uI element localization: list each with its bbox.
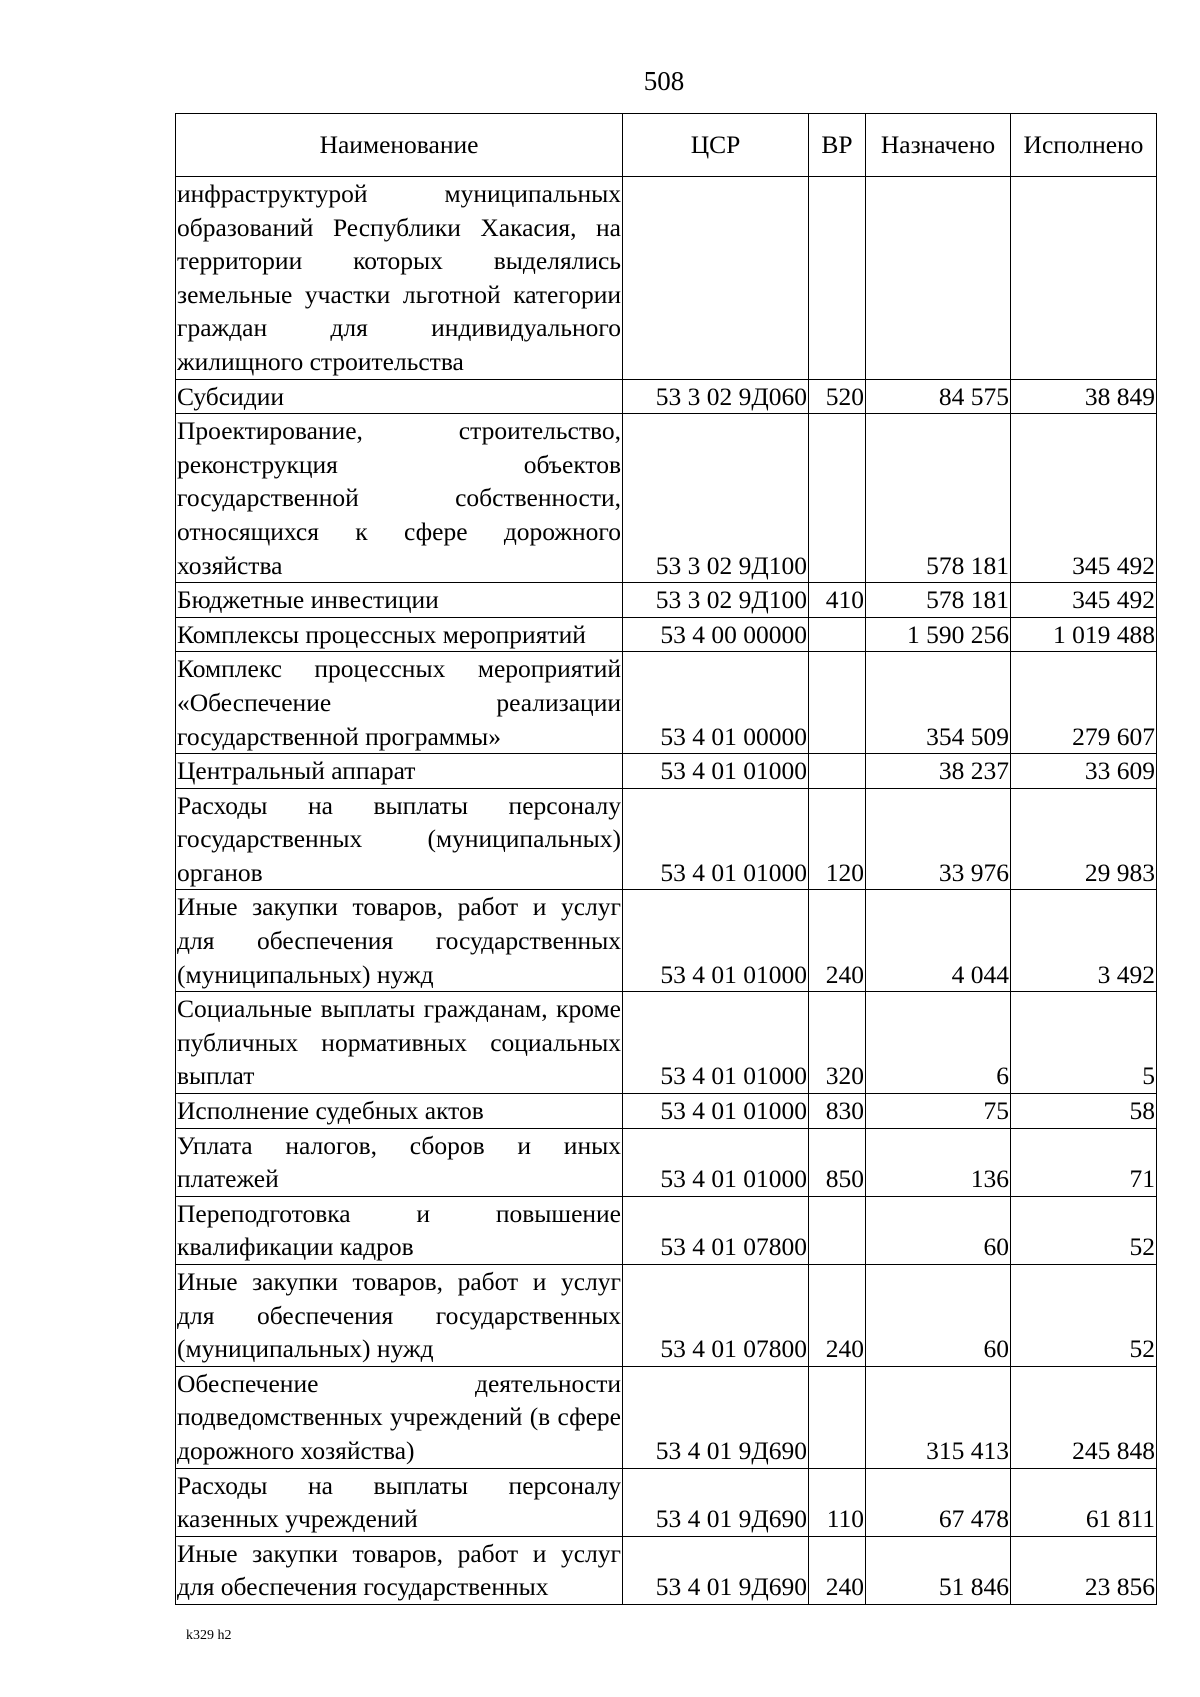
cell-csr	[623, 177, 809, 380]
cell-executed: 345 492	[1011, 583, 1157, 618]
table-row	[176, 1128, 1157, 1196]
table-row	[176, 890, 1157, 992]
cell-executed: 3 492	[1011, 890, 1157, 992]
header-planned: Назначено	[866, 114, 1011, 177]
cell-planned: 75	[866, 1094, 1011, 1129]
cell-executed: 279 607	[1011, 652, 1157, 754]
cell-vr	[809, 177, 866, 380]
cell-name: Комплексы процессных мероприятий	[176, 617, 623, 652]
header-csr: ЦСР	[623, 114, 809, 177]
cell-planned: 578 181	[866, 583, 1011, 618]
cell-name: Бюджетные инвестиции	[176, 583, 623, 618]
cell-name: Иные закупки товаров, работ и услуг для обеспечения государственных (муниципальных) нужд	[176, 890, 623, 992]
cell-planned: 578 181	[866, 414, 1011, 583]
cell-csr: 53 4 01 01000	[623, 1094, 809, 1129]
cell-planned: 60	[866, 1196, 1011, 1264]
cell-name: Центральный аппарат	[176, 754, 623, 789]
cell-csr: 53 4 01 9Д690	[623, 1536, 809, 1604]
cell-csr: 53 4 01 01000	[623, 1128, 809, 1196]
table-row	[176, 1468, 1157, 1536]
cell-vr	[809, 414, 866, 583]
cell-name: Расходы на выплаты персоналу казенных учреждений	[176, 1468, 623, 1536]
cell-executed: 1 019 488	[1011, 617, 1157, 652]
cell-planned: 354 509	[866, 652, 1011, 754]
cell-name: Иные закупки товаров, работ и услуг для обеспечения государственных	[176, 1536, 623, 1604]
cell-vr: 850	[809, 1128, 866, 1196]
cell-planned: 6	[866, 992, 1011, 1094]
cell-csr: 53 4 01 9Д690	[623, 1366, 809, 1468]
table-row	[176, 617, 1157, 652]
table-row	[176, 583, 1157, 618]
cell-executed: 245 848	[1011, 1366, 1157, 1468]
cell-vr: 520	[809, 379, 866, 414]
cell-executed: 71	[1011, 1128, 1157, 1196]
header-vr: ВР	[809, 114, 866, 177]
table-row	[176, 177, 1157, 380]
cell-csr: 53 4 01 00000	[623, 652, 809, 754]
cell-csr: 53 4 01 01000	[623, 788, 809, 890]
cell-vr	[809, 617, 866, 652]
cell-name: Расходы на выплаты персоналу государственных (муниципальных) органов	[176, 788, 623, 890]
cell-name: Субсидии	[176, 379, 623, 414]
cell-csr: 53 4 01 01000	[623, 754, 809, 789]
cell-csr: 53 4 01 07800	[623, 1196, 809, 1264]
cell-vr	[809, 1196, 866, 1264]
cell-vr: 240	[809, 890, 866, 992]
cell-planned: 60	[866, 1265, 1011, 1367]
cell-csr: 53 3 02 9Д100	[623, 583, 809, 618]
cell-vr: 240	[809, 1265, 866, 1367]
cell-planned: 51 846	[866, 1536, 1011, 1604]
cell-csr: 53 4 01 01000	[623, 992, 809, 1094]
cell-name: инфраструктурой муниципальных образований Республики Хакасия, на территории которых выделялись земельные участки льготной категории граждан для индивидуального жилищного строительства	[176, 177, 623, 380]
cell-csr: 53 4 01 07800	[623, 1265, 809, 1367]
cell-vr: 320	[809, 992, 866, 1094]
cell-executed	[1011, 177, 1157, 380]
cell-name: Обеспечение деятельности подведомственных учреждений (в сфере дорожного хозяйства)	[176, 1366, 623, 1468]
table-row	[176, 754, 1157, 789]
cell-planned: 84 575	[866, 379, 1011, 414]
table-row	[176, 414, 1157, 583]
cell-executed: 52	[1011, 1196, 1157, 1264]
cell-executed: 58	[1011, 1094, 1157, 1129]
cell-name: Исполнение судебных актов	[176, 1094, 623, 1129]
table-header-row	[176, 114, 1157, 177]
cell-executed: 29 983	[1011, 788, 1157, 890]
cell-executed: 61 811	[1011, 1468, 1157, 1536]
cell-vr: 120	[809, 788, 866, 890]
cell-vr: 830	[809, 1094, 866, 1129]
cell-executed: 52	[1011, 1265, 1157, 1367]
cell-executed: 33 609	[1011, 754, 1157, 789]
cell-vr: 110	[809, 1468, 866, 1536]
cell-planned: 67 478	[866, 1468, 1011, 1536]
table-row	[176, 1265, 1157, 1367]
cell-csr: 53 3 02 9Д100	[623, 414, 809, 583]
cell-name: Иные закупки товаров, работ и услуг для обеспечения государственных (муниципальных) нужд	[176, 1265, 623, 1367]
table-row	[176, 1196, 1157, 1264]
cell-executed: 5	[1011, 992, 1157, 1094]
cell-vr: 240	[809, 1536, 866, 1604]
cell-vr	[809, 1366, 866, 1468]
cell-name: Социальные выплаты гражданам, кроме публичных нормативных социальных выплат	[176, 992, 623, 1094]
cell-executed: 38 849	[1011, 379, 1157, 414]
cell-planned: 315 413	[866, 1366, 1011, 1468]
cell-vr	[809, 652, 866, 754]
table-row	[176, 379, 1157, 414]
cell-executed: 23 856	[1011, 1536, 1157, 1604]
table-row	[176, 788, 1157, 890]
cell-planned: 4 044	[866, 890, 1011, 992]
cell-executed: 345 492	[1011, 414, 1157, 583]
header-name: Наименование	[176, 114, 623, 177]
cell-planned: 33 976	[866, 788, 1011, 890]
cell-name: Уплата налогов, сборов и иных платежей	[176, 1128, 623, 1196]
table-body	[176, 177, 1157, 1605]
cell-csr: 53 4 00 00000	[623, 617, 809, 652]
budget-execution-table	[175, 113, 1157, 1605]
table-row	[176, 1094, 1157, 1129]
cell-vr	[809, 754, 866, 789]
cell-name: Переподготовка и повышение квалификации кадров	[176, 1196, 623, 1264]
cell-name: Комплекс процессных мероприятий «Обеспечение реализации государственной программы»	[176, 652, 623, 754]
cell-planned: 136	[866, 1128, 1011, 1196]
table-row	[176, 652, 1157, 754]
document-code: k329 h2	[186, 1628, 232, 1643]
cell-csr: 53 3 02 9Д060	[623, 379, 809, 414]
table-row	[176, 992, 1157, 1094]
cell-csr: 53 4 01 01000	[623, 890, 809, 992]
cell-csr: 53 4 01 9Д690	[623, 1468, 809, 1536]
table-row	[176, 1536, 1157, 1604]
cell-vr: 410	[809, 583, 866, 618]
cell-planned	[866, 177, 1011, 380]
header-executed: Исполнено	[1011, 114, 1157, 177]
cell-planned: 1 590 256	[866, 617, 1011, 652]
cell-planned: 38 237	[866, 754, 1011, 789]
table-row	[176, 1366, 1157, 1468]
page-number: 508	[643, 66, 685, 96]
cell-name: Проектирование, строительство, реконструкция объектов государственной собственности, относящихся к сфере дорожного хозяйства	[176, 414, 623, 583]
